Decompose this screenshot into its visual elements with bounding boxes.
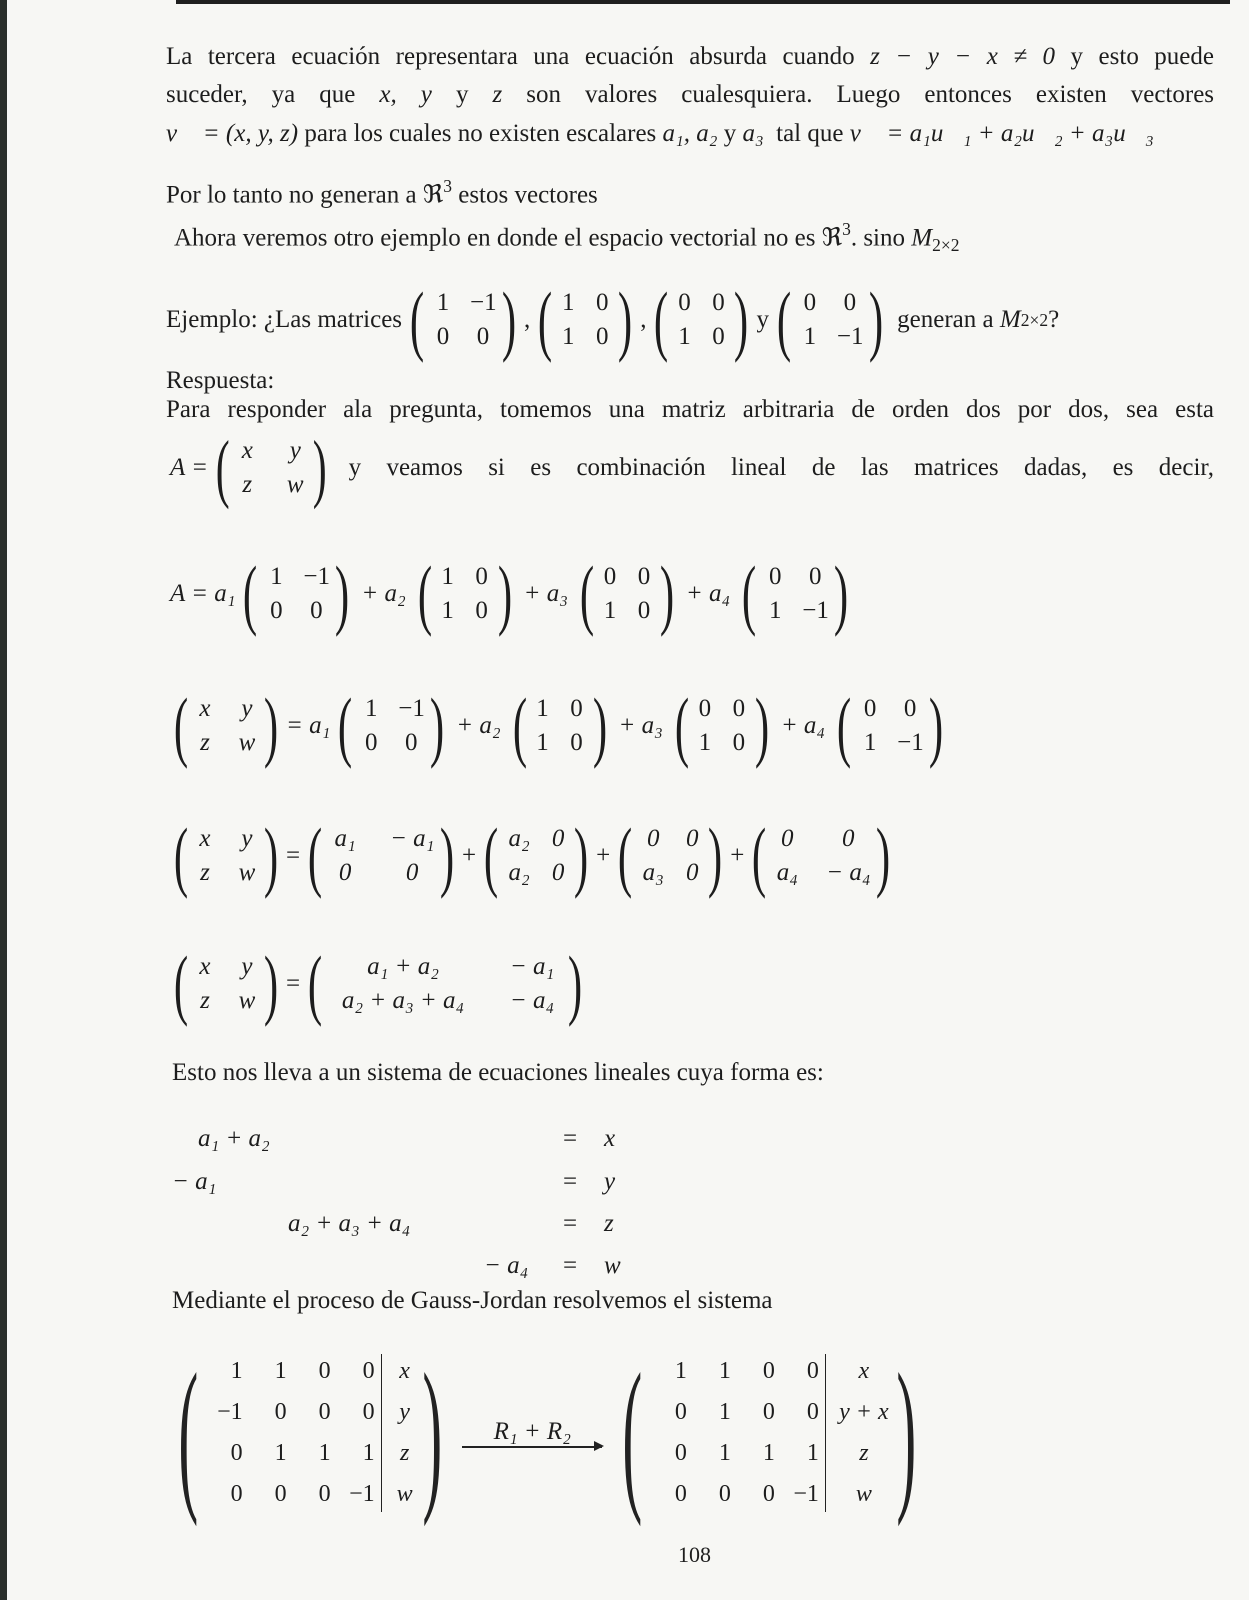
gauss-intro: Mediante el proceso de Gauss-Jordan resolvemos el sistema <box>172 1287 773 1314</box>
math-inline: v⃗ = (x, y, z) <box>166 120 299 147</box>
paragraph-line <box>166 42 1214 72</box>
text: . sino <box>850 224 905 252</box>
text: son valores cualesquiera. Luego entonces existen vectores <box>526 81 1215 108</box>
matrix: ( 1 −1 0 0 ) <box>409 276 517 363</box>
augmented-matrix-after: 1 1 0 0 0 1 0 0 0 1 1 1 0 0 0 −1 x y + x z w <box>637 1354 902 1512</box>
header-rule <box>176 0 1230 4</box>
paragraph-line: Para responder ala pregunta, tomemos una matriz arbitraria de orden dos por dos, sea esta <box>166 396 1214 423</box>
superscript: 3 <box>443 176 452 196</box>
example-question: Ejemplo: ¿Las matrices ( 1 −1 0 0 ) , ( 1 0 1 0 ) , ( 0 0 1 0 ) y ( 0 0 1 −1 ) generan a M 2×2 ? <box>166 276 1060 363</box>
matrix: ( 0 0 1 −1 ) <box>776 276 884 363</box>
page-number: 108 <box>678 1542 711 1567</box>
text: tal que <box>776 120 844 147</box>
answer-label: Respuesta: <box>166 367 275 394</box>
math-inline: A = <box>170 454 208 481</box>
text: estos vectores <box>458 181 598 209</box>
equation-lhs: a₂ + a₃ + a₄ <box>288 1210 411 1237</box>
paragraph-line <box>166 171 598 211</box>
reals-symbol: ℜ <box>422 179 444 209</box>
subscript: 2×2 <box>932 234 960 255</box>
text: y <box>455 81 469 108</box>
equation-1: A = a₁ ( 1 −1 0 0 ) + a₂ ( 1 0 1 0 ) + a₃ ( 0 0 1 0 ) + a₄ ( 0 0 1 −1 ) <box>170 550 849 637</box>
gauss-jordan-step: ( 1 1 0 0 −1 0 0 0 0 1 1 1 0 0 0 −1 x y z w ) R₁ + R₂ ( 1 1 0 0 0 1 0 0 0 1 1 1 0 0 0 −1 x y + x z w ) <box>178 1339 917 1527</box>
equation-2: ( x y z w ) = a₁ ( 1 −1 0 0 ) + a₂ ( 1 0 1 0 ) + a₃ ( 0 0 1 0 ) + a₄ ( 0 0 1 −1 ) <box>173 682 944 769</box>
text: La tercera ecuación representara una ecuación absurda cuando <box>166 43 855 70</box>
equation-3: ( x y z w ) = ( a₁ − a₁ 0 0 ) + ( a₂ 0 a₂ 0 ) + ( 0 0 a₃ 0 ) + ( 0 0 a₄ − a₄ ) <box>173 812 891 899</box>
math-inline: v⃗ = a₁u⃗₁ + a₂u⃗₂ + a₃u⃗₃ <box>849 120 1154 147</box>
math-inline: a₃ <box>742 120 764 147</box>
text: y <box>723 120 737 147</box>
text: y <box>756 306 769 333</box>
math-inline: z − y − x ≠ 0 <box>870 43 1056 70</box>
augmented-matrix-before: 1 1 0 0 −1 0 0 0 0 1 1 1 0 0 0 −1 x y z w <box>193 1354 428 1512</box>
text: y esto puede <box>1070 43 1215 70</box>
math-inline: M <box>911 224 933 252</box>
superscript: 3 <box>842 219 851 239</box>
text: Por lo tanto no generan a <box>166 181 417 209</box>
text: suceder, ya que <box>166 81 356 108</box>
equation-rhs: y <box>604 1168 616 1195</box>
equation-4: ( x y z w ) = ( a₁ + a₂ − a₁ a₂ + a₃ + a₄ − a₄ ) <box>173 940 583 1027</box>
equation-lhs: − a₁ <box>172 1168 217 1195</box>
text: Ahora veremos otro ejemplo en donde el espacio vectorial no es <box>174 224 816 252</box>
system-intro: Esto nos lleva a un sistema de ecuaciones lineales cuya forma es: <box>172 1059 824 1086</box>
arbitrary-matrix-line <box>170 426 1214 510</box>
text: Ejemplo: ¿Las matrices <box>166 306 403 333</box>
matrix: ( x y z w ) <box>215 426 327 510</box>
paragraph-line <box>166 80 1214 110</box>
row-operation-arrow: R₁ + R₂ <box>462 1418 602 1448</box>
equation-rhs: z <box>604 1210 614 1237</box>
equation-lhs: − a₄ <box>484 1252 529 1279</box>
paragraph-line <box>166 119 1154 149</box>
math-inline: x, y <box>379 81 432 108</box>
equation-rhs: x <box>604 1125 616 1152</box>
math-inline: a₁, a₂ <box>662 120 718 147</box>
matrix: ( 1 0 1 0 ) <box>538 276 633 363</box>
equation-lhs: a₁ + a₂ <box>198 1125 270 1152</box>
paragraph-line <box>174 214 959 260</box>
scan-edge <box>0 0 7 1600</box>
math-inline: z <box>492 81 503 108</box>
text: y veamos si es combinación lineal de las matrices dadas, es decir, <box>348 454 1214 481</box>
text: generan a <box>897 306 994 333</box>
reals-symbol: ℜ <box>821 222 843 252</box>
equation-rhs: w <box>604 1252 621 1279</box>
matrix: ( 0 0 1 0 ) <box>654 276 749 363</box>
text: para los cuales no existen escalares <box>304 120 657 147</box>
